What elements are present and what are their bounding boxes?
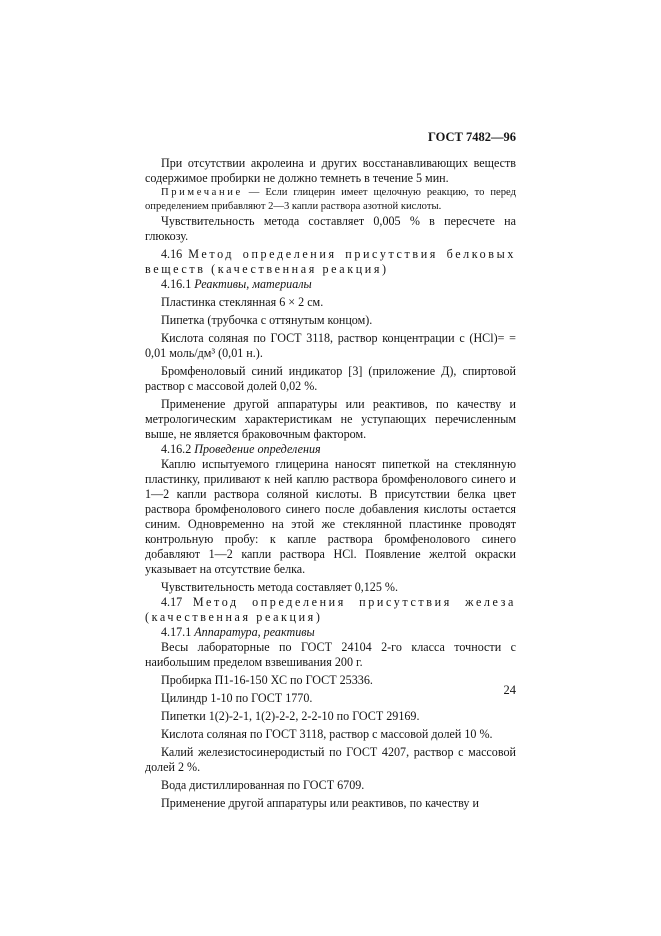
section-title: Метод определения присутствия белковых веществ (качественная реакция) bbox=[145, 247, 516, 276]
paragraph: Цилиндр 1-10 по ГОСТ 1770. bbox=[161, 691, 313, 705]
paragraph: Калий железистосинеродистый по ГОСТ 4207, раствор с массовой долей 2 %. bbox=[145, 745, 516, 774]
document-body bbox=[145, 156, 516, 811]
section-number: 4.17.1 bbox=[161, 625, 195, 639]
paragraph: Пробирка П1-16-150 ХС по ГОСТ 25336. bbox=[161, 673, 373, 687]
paragraph: Применение другой аппаратуры или реактивов, по качеству и bbox=[161, 796, 479, 810]
section-title: Метод определения присутствия железа (качественная реакция) bbox=[145, 595, 517, 624]
paragraph: При отсутствии акролеина и других восстанавливающих веществ содержимое пробирки не должно темнеть в течение 5 мин. bbox=[145, 156, 516, 185]
section-title: Реактивы, материалы bbox=[194, 277, 312, 291]
section-heading-4-16 bbox=[145, 247, 516, 277]
page-number: 24 bbox=[503, 683, 516, 697]
paragraph: Кислота соляная по ГОСТ 3118, раствор концентрации c (HCl)= = 0,01 моль/дм³ (0,01 н.). bbox=[145, 331, 516, 360]
paragraph: Бромфеноловый синий индикатор [3] (приложение Д), спиртовой раствор с массовой долей 0,02 %. bbox=[145, 364, 516, 393]
section-number: 4.16 bbox=[161, 247, 189, 261]
note-text: — Если глицерин имеет щелочную реакцию, то перед определением прибавляют 2—3 капли раствора азотной кислоты. bbox=[145, 187, 516, 212]
section-number: 4.17 bbox=[161, 595, 193, 609]
note-label: Примечание bbox=[161, 187, 243, 198]
section-title: Аппаратура, реактивы bbox=[194, 625, 315, 639]
subsection-heading-4-16-2 bbox=[145, 442, 516, 457]
paragraph: Пластинка стеклянная 6 × 2 см. bbox=[161, 295, 324, 309]
paragraph: Вода дистиллированная по ГОСТ 6709. bbox=[161, 778, 365, 792]
paragraph: Чувствительность метода составляет 0,125 %. bbox=[161, 580, 399, 594]
paragraph: Каплю испытуемого глицерина наносят пипеткой на стеклянную пластинку, приливают к ней каплю раствора бромфенолового синего и 1—2 капли раствора соляной кислоты. В присутствии белка цвет раствора бромфенолового синего после добавления кислоты остается синим. Одновременно на этой же стеклянной пластинке проводят контрольную пробу: к капле раствора бромфенолового синего добавляют 1—2 капли раствора HCl. Появление желтой окраски указывает на отсутствие белка. bbox=[145, 457, 516, 576]
paragraph: Весы лабораторные по ГОСТ 24104 2-го класса точности с наибольшим пределом взвешивания 200 г. bbox=[145, 640, 516, 669]
document-code-header: ГОСТ 7482—96 bbox=[427, 130, 516, 144]
section-heading-4-17 bbox=[145, 595, 516, 625]
note-paragraph bbox=[145, 186, 516, 214]
paragraph: Пипетка (трубочка с оттянутым концом). bbox=[161, 313, 373, 327]
paragraph: Кислота соляная по ГОСТ 3118, раствор с массовой долей 10 %. bbox=[161, 727, 493, 741]
section-number: 4.16.2 bbox=[161, 442, 195, 456]
section-number: 4.16.1 bbox=[161, 277, 195, 291]
section-title: Проведение определения bbox=[194, 442, 321, 456]
paragraph: Чувствительность метода составляет 0,005 % в пересчете на глюкозу. bbox=[145, 214, 516, 243]
paragraph: Пипетки 1(2)-2-1, 1(2)-2-2, 2-2-10 по ГОСТ 29169. bbox=[161, 709, 420, 723]
subsection-heading-4-16-1 bbox=[145, 277, 516, 292]
subsection-heading-4-17-1 bbox=[145, 625, 516, 640]
paragraph: Применение другой аппаратуры или реактивов, по качеству и метрологическим характеристикам не уступающих перечисленным выше, не является браковочным фактором. bbox=[145, 397, 516, 441]
